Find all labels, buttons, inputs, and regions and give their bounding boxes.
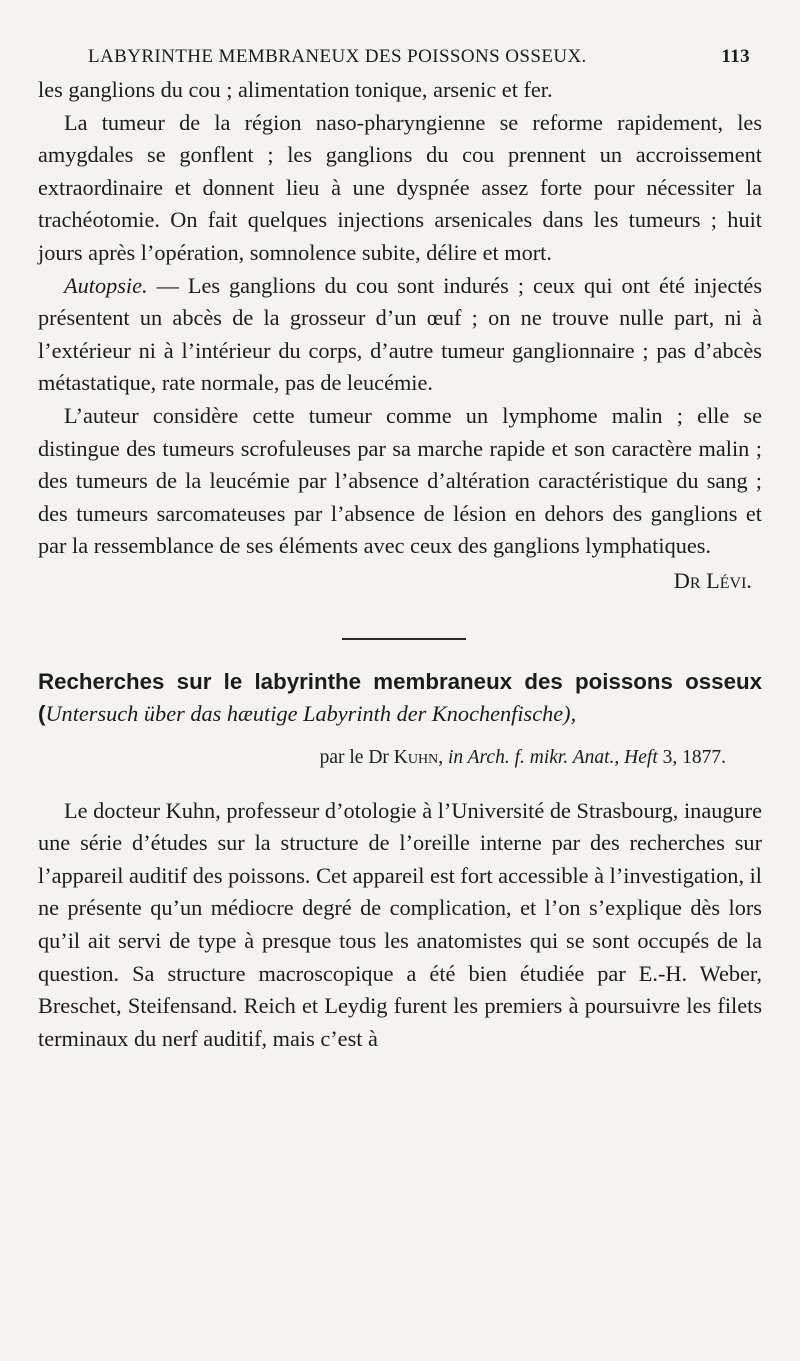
article-title-main: Recherches sur le labyrinthe membraneux des poissons osseux ( [38, 668, 762, 727]
book-page [38, 40, 762, 1055]
byline-author: Kuhn, [393, 746, 444, 768]
article-title-end: ), [563, 701, 577, 727]
paragraph-autopsie [38, 270, 762, 400]
signature-line [38, 565, 762, 598]
autopsie-text: — Les ganglions du cou sont indurés ; ceux qui ont été injectés présentent un abcès de la grosseur d’un œuf ; on ne trouve nulle part, ni à l’extérieur ni à l’intérieur du corps, d’autre tumeur ganglionnaire ; pas d’abcès métastatique, rate normale, pas de leucémie. [38, 272, 762, 396]
autopsie-lead: Autopsie. [64, 272, 148, 298]
running-title: LABYRINTHE MEMBRANEUX DES POISSONS OSSEUX. [88, 46, 587, 67]
running-header [38, 40, 762, 74]
paragraph-continuation: les ganglions du cou ; alimentation tonique, arsenic et fer. [38, 77, 553, 102]
article-title [38, 666, 762, 731]
byline-prefix: par le Dr [319, 746, 394, 768]
paragraph-tumeur: La tumeur de la région naso-pharyngienne se reforme rapidement, les amygdales se gonflent ; les ganglions du cou prennent un accroissement extraordinaire et donnent lieu à une dyspnée assez forte pour nécessiter la trachéotomie. On fait quelques injections arsenicales dans les tumeurs ; huit jours après l’opération, somnolence subite, délire et mort. [38, 109, 762, 265]
byline-issue: 3, 1877. [657, 746, 726, 768]
section-divider [342, 638, 466, 640]
paragraph-conclusion: L’auteur considère cette tumeur comme un lymphome malin ; elle se distingue des tumeurs scrofuleuses par sa marche rapide et son caractère malin ; des tumeurs de la leucémie par l’absence d’altération caractéristique du sang ; des tumeurs sarcomateuses par l’absence de lésion en dehors des ganglions et par la ressemblance de ses éléments avec ceux des ganglions lymphatiques. [38, 402, 762, 559]
page-number: 113 [721, 46, 750, 67]
author-signature: Dr Lévi. [673, 567, 752, 593]
byline-source: in Arch. f. mikr. Anat., Heft [443, 746, 658, 768]
article-byline [38, 743, 762, 773]
article-body [38, 795, 762, 1056]
section-lymphome [38, 74, 762, 598]
paragraph-kuhn: Le docteur Kuhn, professeur d’otologie à l’Université de Strasbourg, inaugure une série d’études sur la structure de l’oreille interne par des recherches sur l’appareil auditif des poissons. Cet appareil est fort accessible à l’investigation, il ne présente qu’un médiocre degré de complication, et l’on s’explique dès lors qu’il ait servi de type à presque tous les anatomistes qui se sont occupés de la question. Sa structure macroscopique a été bien étudiée par E.-H. Weber, Breschet, Steifensand. Reich et Leydig furent les premiers à poursuivre les filets terminaux du nerf auditif, mais c’est à [38, 797, 762, 1051]
article-title-german: Untersuch über das hæutige Labyrinth der Knochenfische [45, 701, 564, 727]
